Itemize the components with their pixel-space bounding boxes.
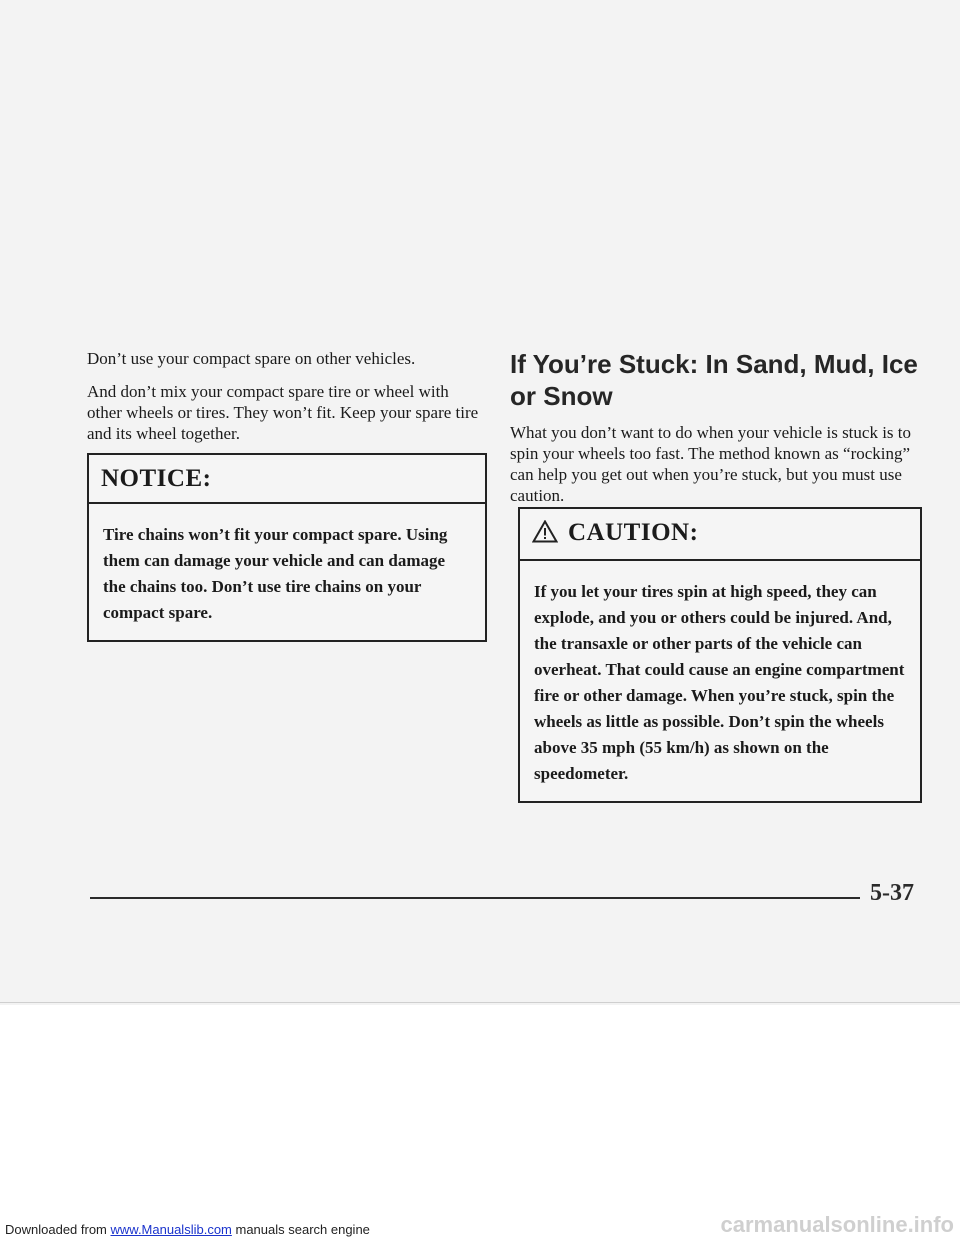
footer-prefix: Downloaded from	[5, 1222, 111, 1237]
notice-body: Tire chains won’t fit your compact spare. Using them can damage your vehicle and can damage the chains too. Don’t use tire chains on your compact spare.	[103, 525, 448, 622]
caution-box	[518, 507, 922, 803]
manualslib-link[interactable]: www.Manualslib.com	[110, 1222, 232, 1237]
caution-title: CAUTION:	[568, 519, 699, 546]
notice-title: NOTICE:	[89, 455, 485, 504]
paragraph-dont-mix-spare: And don’t mix your compact spare tire or wheel with other wheels or tires. They won’t fit. Keep your spare tire and its wheel together.	[87, 382, 479, 443]
notice-box	[87, 453, 487, 642]
caution-body: If you let your tires spin at high speed, they can explode, and you or others could be injured. And, the transaxle or other parts of the vehicle can overheat. That could cause an engine compartment fire or other damage. When you’re stuck, spin the wheels as little as possible. Don’t spin the wheels above 35 mph (55 km/h) as shown on the speedometer.	[534, 582, 905, 783]
paragraph-spare-other-vehicles: Don’t use your compact spare on other vehicles.	[87, 349, 416, 368]
download-footer	[5, 1222, 370, 1237]
page-bottom-divider	[0, 1002, 960, 1003]
right-column	[510, 348, 925, 518]
footer-rule	[90, 897, 860, 899]
paragraph-rocking: What you don’t want to do when your vehicle is stuck is to spin your wheels too fast. The method known as “rocking” can help you get out when you’re stuck, but you must use caution.	[510, 423, 912, 505]
warning-triangle-icon	[532, 520, 558, 550]
footer-suffix: manuals search engine	[231, 1222, 370, 1237]
page-number: 5-37	[870, 880, 914, 906]
section-heading: If You’re Stuck: In Sand, Mud, Ice or Snow	[510, 349, 918, 411]
left-column	[87, 348, 487, 456]
watermark-logo: carmanualsonline.info	[720, 1212, 954, 1237]
caution-header	[520, 509, 920, 561]
